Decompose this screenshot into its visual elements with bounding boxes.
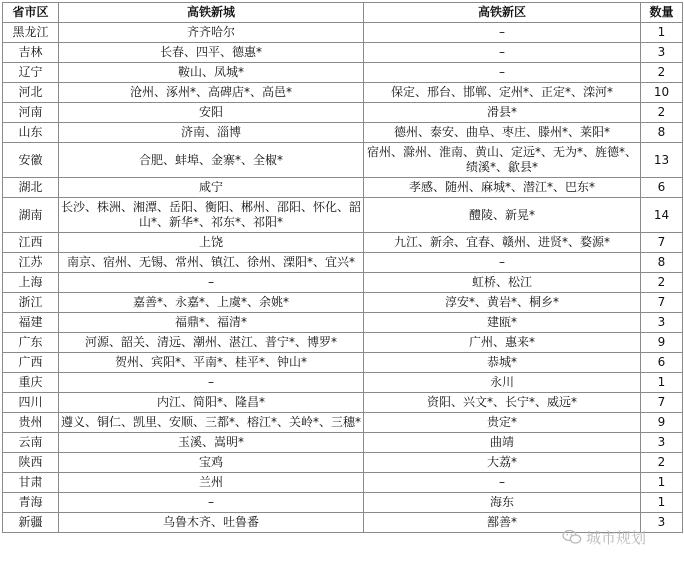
cell-count: 2 [641, 103, 683, 123]
cell-new-district: 永川 [364, 373, 641, 393]
header-new-district: 高铁新区 [364, 3, 641, 23]
cell-new-city: 济南、淄博 [59, 123, 364, 143]
table-row [3, 293, 683, 313]
cell-count: 1 [641, 23, 683, 43]
cell-new-district: 资阳、兴文*、长宁*、威远* [364, 393, 641, 413]
cell-new-district: 建瓯* [364, 313, 641, 333]
cell-new-city: 齐齐哈尔 [59, 23, 364, 43]
table-row [3, 143, 683, 178]
cell-new-city: 合肥、蚌埠、金寨*、全椒* [59, 143, 364, 178]
cell-province: 重庆 [3, 373, 59, 393]
cell-count: 3 [641, 513, 683, 533]
cell-new-district: 贵定* [364, 413, 641, 433]
cell-new-district: 大荔* [364, 453, 641, 473]
cell-province: 山东 [3, 123, 59, 143]
table-row [3, 453, 683, 473]
cell-province: 安徽 [3, 143, 59, 178]
cell-province: 江西 [3, 233, 59, 253]
table-row [3, 413, 683, 433]
cell-province: 浙江 [3, 293, 59, 313]
cell-new-city: 玉溪、嵩明* [59, 433, 364, 453]
cell-province: 黑龙江 [3, 23, 59, 43]
cell-count: 1 [641, 373, 683, 393]
cell-province: 新疆 [3, 513, 59, 533]
watermark-text: 城市规划 [586, 528, 647, 547]
cell-province: 云南 [3, 433, 59, 453]
table-row [3, 178, 683, 198]
header-new-city: 高铁新城 [59, 3, 364, 23]
table-row [3, 123, 683, 143]
cell-province: 湖南 [3, 198, 59, 233]
cell-new-city: 福鼎*、福清* [59, 313, 364, 333]
cell-new-city: 宝鸡 [59, 453, 364, 473]
cell-new-city: 沧州、涿州*、高碑店*、高邑* [59, 83, 364, 103]
cell-province: 广西 [3, 353, 59, 373]
cell-count: 10 [641, 83, 683, 103]
cell-count: 2 [641, 453, 683, 473]
table-row [3, 313, 683, 333]
table-row [3, 43, 683, 63]
header-province: 省市区 [3, 3, 59, 23]
cell-new-city: – [59, 273, 364, 293]
cell-province: 广东 [3, 333, 59, 353]
table-row [3, 103, 683, 123]
cell-province: 福建 [3, 313, 59, 333]
cell-province: 四川 [3, 393, 59, 413]
high-speed-rail-table [2, 2, 683, 533]
header-count: 数量 [641, 3, 683, 23]
cell-new-district: 淳安*、黄岩*、桐乡* [364, 293, 641, 313]
cell-new-district: 海东 [364, 493, 641, 513]
cell-new-district: 曲靖 [364, 433, 641, 453]
table-row [3, 63, 683, 83]
cell-new-city: 长沙、株洲、湘潭、岳阳、衡阳、郴州、邵阳、怀化、韶山*、新华*、祁东*、祁阳* [59, 198, 364, 233]
cell-new-city: 安阳 [59, 103, 364, 123]
cell-new-district: 鄯善* [364, 513, 641, 533]
cell-province: 辽宁 [3, 63, 59, 83]
cell-new-district: 德州、泰安、曲阜、枣庄、滕州*、莱阳* [364, 123, 641, 143]
cell-province: 江苏 [3, 253, 59, 273]
cell-new-city: 鞍山、凤城* [59, 63, 364, 83]
cell-new-district: 孝感、随州、麻城*、潜江*、巴东* [364, 178, 641, 198]
cell-new-city: – [59, 373, 364, 393]
table-row [3, 198, 683, 233]
cell-new-district: – [364, 43, 641, 63]
cell-count: 14 [641, 198, 683, 233]
cell-new-city: 长春、四平、德惠* [59, 43, 364, 63]
cell-new-district: 宿州、滁州、淮南、黄山、定远*、无为*、旌德*、绩溪*、歙县* [364, 143, 641, 178]
cell-province: 河南 [3, 103, 59, 123]
cell-count: 2 [641, 63, 683, 83]
cell-new-city: – [59, 493, 364, 513]
table-row [3, 433, 683, 453]
table-row [3, 473, 683, 493]
cell-new-city: 内江、简阳*、隆昌* [59, 393, 364, 413]
cell-new-city: 乌鲁木齐、吐鲁番 [59, 513, 364, 533]
cell-new-district: – [364, 63, 641, 83]
cell-province: 贵州 [3, 413, 59, 433]
cell-province: 吉林 [3, 43, 59, 63]
table-row [3, 333, 683, 353]
table-row [3, 353, 683, 373]
cell-new-district: 醴陵、新晃* [364, 198, 641, 233]
cell-new-city: 咸宁 [59, 178, 364, 198]
cell-count: 9 [641, 333, 683, 353]
cell-new-city: 嘉善*、永嘉*、上虞*、余姚* [59, 293, 364, 313]
cell-count: 3 [641, 433, 683, 453]
table-header-row [3, 3, 683, 23]
cell-new-district: – [364, 473, 641, 493]
table-row [3, 493, 683, 513]
table-row [3, 23, 683, 43]
cell-new-city: 上饶 [59, 233, 364, 253]
cell-new-district: 广州、惠来* [364, 333, 641, 353]
cell-count: 13 [641, 143, 683, 178]
cell-count: 1 [641, 473, 683, 493]
table-row [3, 393, 683, 413]
cell-new-district: 虹桥、松江 [364, 273, 641, 293]
cell-province: 青海 [3, 493, 59, 513]
cell-count: 9 [641, 413, 683, 433]
cell-province: 陕西 [3, 453, 59, 473]
table-row [3, 83, 683, 103]
cell-count: 6 [641, 178, 683, 198]
cell-count: 7 [641, 233, 683, 253]
cell-count: 8 [641, 253, 683, 273]
cell-count: 7 [641, 393, 683, 413]
table-row [3, 253, 683, 273]
table-row [3, 233, 683, 253]
table-row [3, 373, 683, 393]
cell-count: 1 [641, 493, 683, 513]
cell-new-district: 九江、新余、宜春、赣州、进贤*、婺源* [364, 233, 641, 253]
cell-province: 湖北 [3, 178, 59, 198]
cell-count: 2 [641, 273, 683, 293]
cell-new-district: 滑县* [364, 103, 641, 123]
cell-province: 甘肃 [3, 473, 59, 493]
cell-new-city: 南京、宿州、无锡、常州、镇江、徐州、溧阳*、宜兴* [59, 253, 364, 273]
cell-count: 8 [641, 123, 683, 143]
cell-new-city: 河源、韶关、清远、潮州、湛江、普宁*、博罗* [59, 333, 364, 353]
cell-new-city: 兰州 [59, 473, 364, 493]
table-row [3, 273, 683, 293]
cell-new-city: 遵义、铜仁、凯里、安顺、三都*、榕江*、关岭*、三穗* [59, 413, 364, 433]
cell-count: 7 [641, 293, 683, 313]
cell-province: 河北 [3, 83, 59, 103]
cell-count: 6 [641, 353, 683, 373]
cell-province: 上海 [3, 273, 59, 293]
cell-new-district: – [364, 253, 641, 273]
cell-count: 3 [641, 313, 683, 333]
cell-count: 3 [641, 43, 683, 63]
cell-new-district: 保定、邢台、邯郸、定州*、正定*、滦河* [364, 83, 641, 103]
cell-new-district: 恭城* [364, 353, 641, 373]
cell-new-district: – [364, 23, 641, 43]
cell-new-city: 贺州、宾阳*、平南*、桂平*、钟山* [59, 353, 364, 373]
table-row [3, 513, 683, 533]
